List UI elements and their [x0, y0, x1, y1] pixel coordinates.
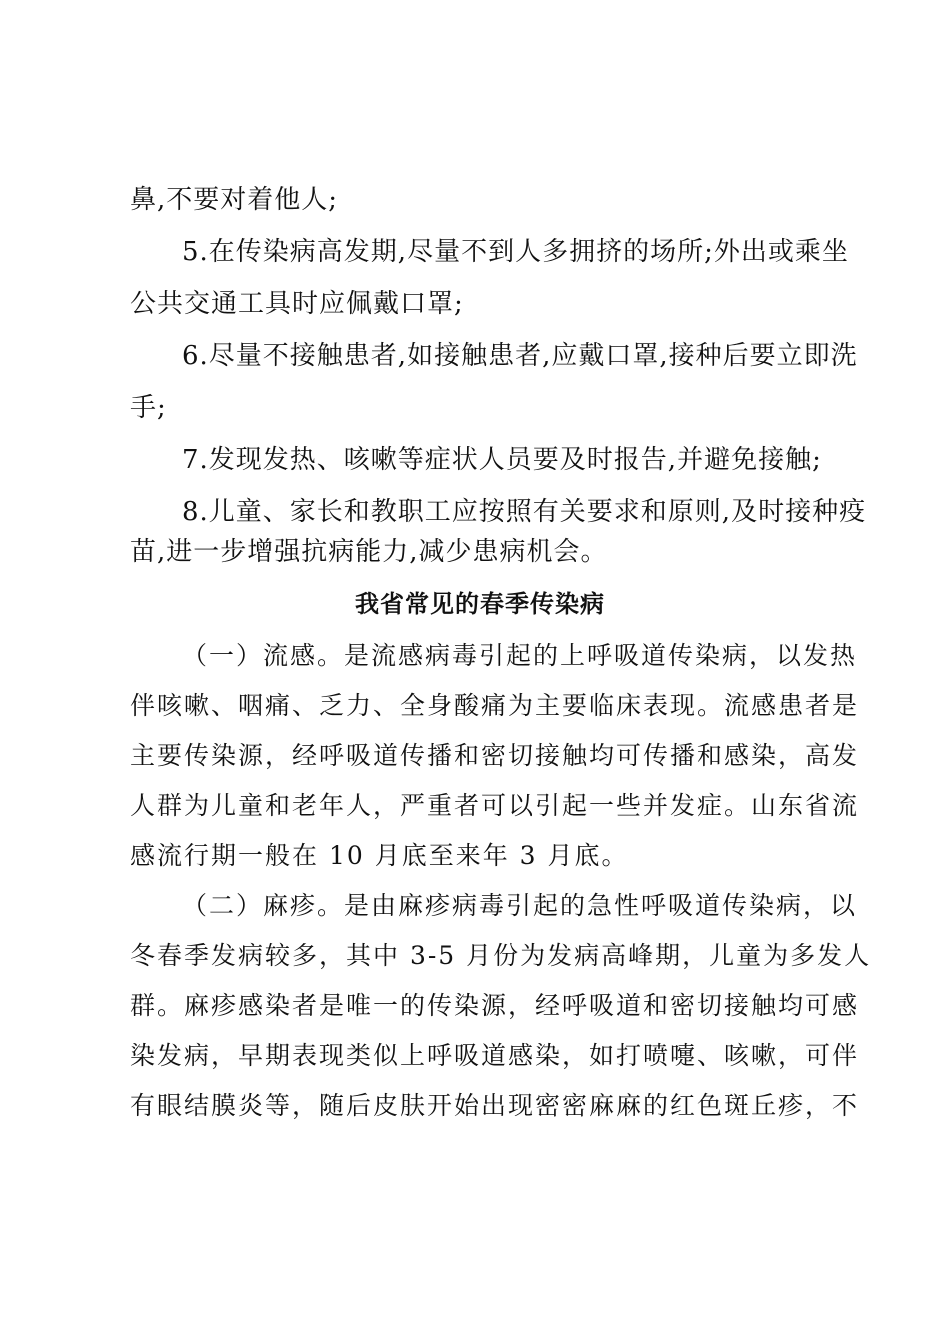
text-line: 5.在传染病高发期,尽量不到人多拥挤的场所;外出或乘坐: [182, 237, 849, 267]
text-line: 染发病，早期表现类似上呼吸道感染，如打喷嚏、咳嗽，可伴: [130, 1041, 860, 1070]
text-line: 鼻,不要对着他人;: [130, 185, 339, 215]
text-line: （二）麻疹。是由麻疹病毒引起的急性呼吸道传染病，以: [182, 891, 858, 920]
text-line: 8.儿童、家长和教职工应按照有关要求和原则,及时接种疫: [182, 497, 867, 527]
text-line: （一）流感。是流感病毒引起的上呼吸道传染病，以发热: [182, 641, 858, 670]
text-line: 群。麻疹感染者是唯一的传染源，经呼吸道和密切接触均可感: [130, 991, 860, 1020]
text-line: 7.发现发热、咳嗽等症状人员要及时报告,并避免接触;: [182, 445, 822, 475]
text-line: 手;: [130, 393, 167, 423]
text-line: 公共交通工具时应佩戴口罩;: [130, 289, 464, 319]
text-line: 感流行期一般在 10 月底至来年 3 月底。: [130, 841, 629, 870]
text-line: 人群为儿童和老年人，严重者可以引起一些并发症。山东省流: [130, 791, 860, 820]
text-line: 冬春季发病较多，其中 3-5 月份为发病高峰期，儿童为多发人: [130, 941, 872, 970]
text-line: 有眼结膜炎等，随后皮肤开始出现密密麻麻的红色斑丘疹，不: [130, 1091, 860, 1120]
text-line: 主要传染源，经呼吸道传播和密切接触均可传播和感染，高发: [130, 741, 860, 770]
section-heading: 我省常见的春季传染病: [355, 590, 605, 618]
text-line: 6.尽量不接触患者,如接触患者,应戴口罩,接种后要立即洗: [182, 341, 858, 371]
text-line: 苗,进一步增强抗病能力,减少患病机会。: [130, 537, 608, 567]
text-line: 伴咳嗽、咽痛、乏力、全身酸痛为主要临床表现。流感患者是: [130, 691, 860, 720]
